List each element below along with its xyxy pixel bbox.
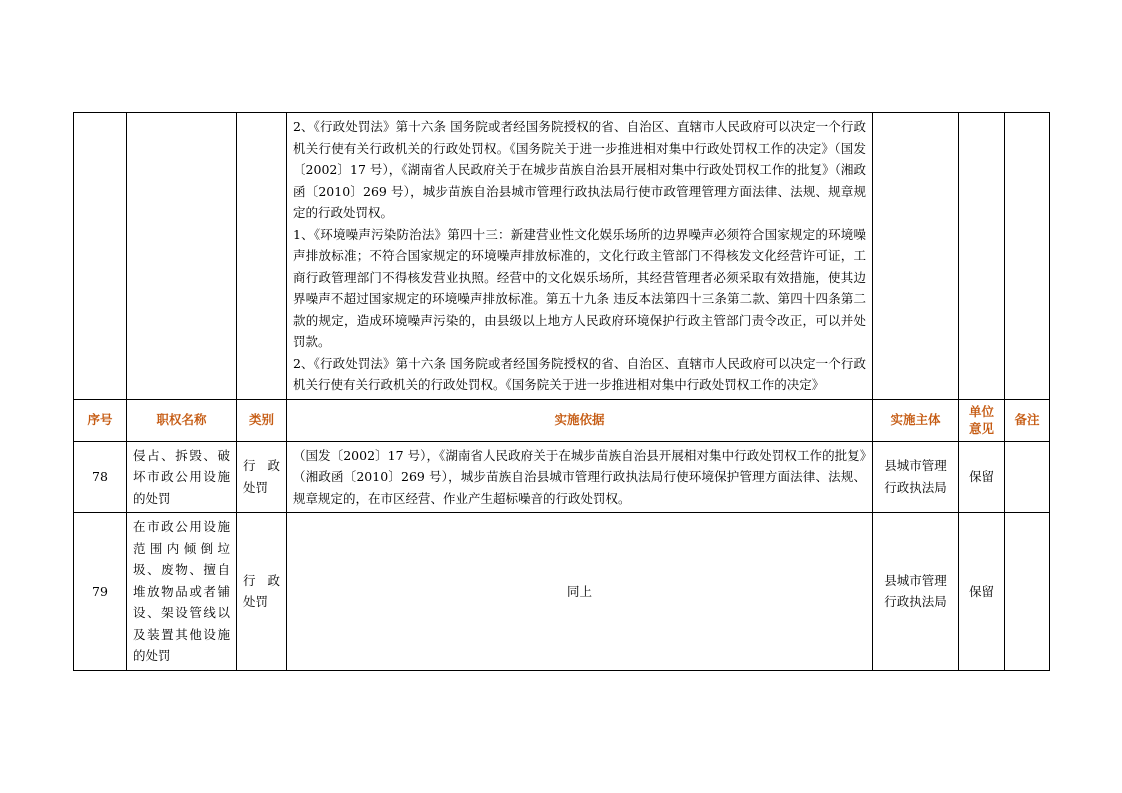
cell-subject-line2: 行政执法局: [884, 594, 947, 610]
cell-subject-empty: [873, 113, 959, 400]
table-header-row: [74, 399, 1050, 441]
column-header-opinion-line1: 单位: [968, 403, 994, 419]
cell-opinion-empty: [959, 113, 1005, 400]
cell-name-empty: [127, 113, 237, 400]
cell-type-empty: [237, 113, 287, 400]
cell-name: 侵占、拆毁、破坏市政公用设施的处罚: [127, 441, 237, 513]
cell-subject-line1: 县城市管理: [884, 572, 947, 588]
table-row: [74, 441, 1050, 513]
column-header-opinion: [959, 399, 1005, 441]
cell-seq: 79: [74, 513, 127, 671]
column-header-opinion-line2: 意见: [968, 421, 994, 436]
column-header-name: 职权名称: [127, 399, 237, 441]
cell-subject-line2: 行政执法局: [884, 479, 947, 495]
basis-paragraph-1: 2、《行政处罚法》第十六条 国务院或者经国务院授权的省、自治区、直辖市人民政府可以决定一个行政机关行使有关行政机关的行政处罚权。《国务院关于进一步推进相对集中行政处罚权工作的决定》（国发〔2002〕17 号），《湖南省人民政府关于在城步苗族自治县开展相对集中行政处罚权工作的批复》（湘政函〔2010〕269 号），城步苗族自治县城市管理行政执法局行使市政管理管理方面法律、法规、规章规定的行政处罚权。: [293, 119, 866, 220]
cell-basis-continuation: [287, 113, 873, 400]
cell-seq-empty: [74, 113, 127, 400]
basis-paragraph-3: 2、《行政处罚法》第十六条 国务院或者经国务院授权的省、自治区、直辖市人民政府可以决定一个行政机关行使有关行政机关的行政处罚权。《国务院关于进一步推进相对集中行政处罚权工作的决定》: [293, 355, 866, 392]
cell-remark-empty: [1005, 113, 1050, 400]
table-row: [74, 513, 1050, 671]
column-header-type: 类别: [237, 399, 287, 441]
cell-remark: [1005, 513, 1050, 671]
cell-subject: [873, 513, 959, 671]
column-header-basis: 实施依据: [287, 399, 873, 441]
cell-type: 行政处罚: [237, 441, 287, 513]
authority-list-table: [73, 112, 1050, 671]
cell-opinion: 保留: [959, 513, 1005, 671]
cell-subject-line1: 县城市管理: [884, 458, 947, 474]
cell-seq: 78: [74, 441, 127, 513]
cell-opinion: 保留: [959, 441, 1005, 513]
cell-basis: （国发〔2002〕17 号），《湖南省人民政府关于在城步苗族自治县开展相对集中行政处罚权工作的批复》（湘政函〔2010〕269 号），城步苗族自治县城市管理行政执法局行使环境保护管理方面法律、法规、规章规定的，在市区经营、作业产生超标噪音的行政处罚权。: [287, 441, 873, 513]
column-header-subject: 实施主体: [873, 399, 959, 441]
table-row-continuation: [74, 113, 1050, 400]
cell-type: 行政处罚: [237, 513, 287, 671]
cell-subject: [873, 441, 959, 513]
basis-paragraph-2: 1、《环境噪声污染防治法》第四十三：新建营业性文化娱乐场所的边界噪声必须符合国家规定的环境噪声排放标准；不符合国家规定的环境噪声排放标准的，文化行政主管部门不得核发文化经营许可证，工商行政管理部门不得核发营业执照。经营中的文化娱乐场所，其经营管理者必须采取有效措施，使其边界噪声不超过国家规定的环境噪声排放标准。第五十九条 违反本法第四十三条第二款、第四十四条第二款的规定，造成环境噪声污染的，由县级以上地方人民政府环境保护行政主管部门责令改正，可以并处罚款。: [293, 226, 866, 349]
column-header-remark: 备注: [1005, 399, 1050, 441]
cell-basis: 同上: [287, 513, 873, 671]
cell-name: 在市政公用设施范围内倾倒垃圾、废物、擅自堆放物品或者铺设、架设管线以及装置其他设施的处罚: [127, 513, 237, 671]
cell-remark: [1005, 441, 1050, 513]
column-header-seq: 序号: [74, 399, 127, 441]
